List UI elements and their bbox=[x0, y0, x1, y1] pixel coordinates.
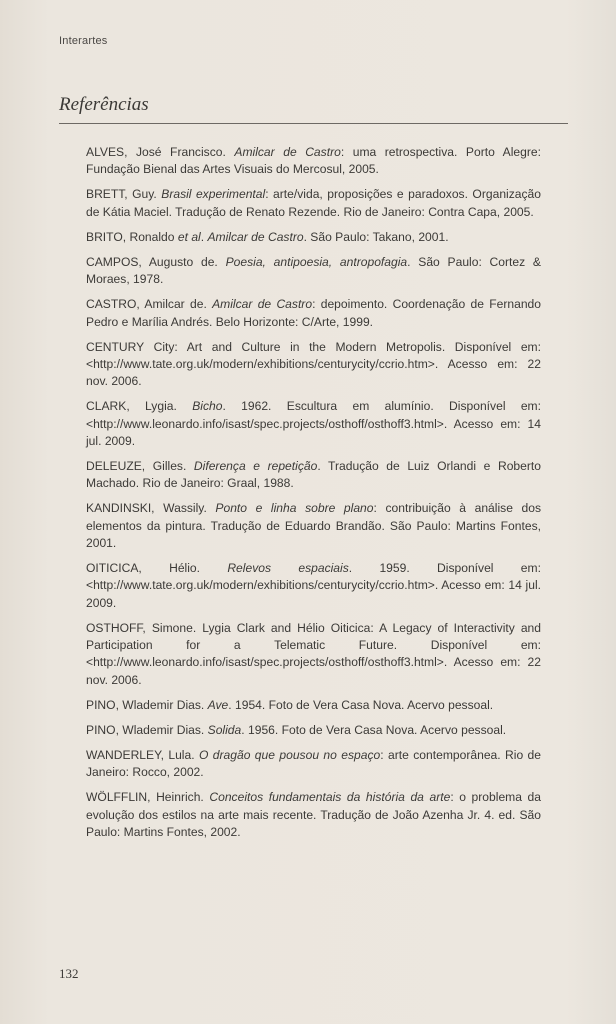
reference-title: Ponto e linha sobre plano bbox=[215, 501, 374, 516]
reference-list bbox=[86, 144, 541, 849]
running-head: Interartes bbox=[59, 35, 108, 47]
reference-entry bbox=[86, 500, 541, 552]
reference-text: WÖLFFLIN, Heinrich. bbox=[86, 790, 210, 805]
reference-entry bbox=[86, 722, 541, 739]
reference-title: Solida bbox=[207, 722, 242, 737]
reference-text: : o problema da evolução dos estilos na arte mais recente. Tradução de João Azenha Jr. 4. ed. São Paulo: Martins Fontes, 2002. bbox=[86, 790, 541, 839]
reference-text: OSTHOFF, Simone. Lygia Clark and Hélio Oiticica: A Legacy of Interactivity and Participation for a Telematic Future. Disponível em: <http://www.leonardo.info/isast/spec.projects/osthoff/osthoff3.html>. Acesso em: 22 nov. 2006. bbox=[86, 620, 541, 687]
reference-title: Amilcar de Castro bbox=[207, 229, 304, 244]
section-title: Referências bbox=[59, 94, 149, 115]
reference-title: Bicho bbox=[192, 399, 223, 414]
reference-title: Brasil experimental bbox=[161, 187, 266, 202]
reference-entry bbox=[86, 560, 541, 612]
reference-text: . 1956. Foto de Vera Casa Nova. Acervo pessoal. bbox=[241, 722, 507, 737]
reference-text: BRITO, Ronaldo bbox=[86, 229, 178, 244]
reference-title: Diferença e repetição bbox=[193, 459, 318, 474]
reference-text: . 1959. Disponível em: <http://www.tate.org.uk/modern/exhibitions/centurycity/ccrio.htm>. Acesso em: 14 jul. 2009. bbox=[86, 561, 541, 610]
reference-entry bbox=[86, 697, 541, 714]
reference-title: Conceitos fundamentais da história da arte bbox=[209, 790, 451, 805]
reference-entry bbox=[86, 229, 541, 246]
reference-text: WANDERLEY, Lula. bbox=[86, 747, 199, 762]
reference-text: . São Paulo: Takano, 2001. bbox=[303, 229, 449, 244]
reference-text: . bbox=[200, 229, 208, 244]
reference-title: Amilcar de Castro bbox=[234, 145, 341, 159]
reference-text: BRETT, Guy. bbox=[86, 187, 162, 202]
title-rule bbox=[59, 123, 568, 124]
reference-entry bbox=[86, 398, 541, 450]
reference-title: et al bbox=[177, 229, 201, 244]
reference-text: CASTRO, Amilcar de. bbox=[86, 297, 213, 312]
reference-text: CENTURY City: Art and Culture in the Modern Metropolis. Disponível em: <http://www.tate.org.uk/modern/exhibitions/centurycity/ccrio.htm>. Acesso em: 22 nov. 2006. bbox=[86, 339, 541, 389]
reference-text: : contribuição à análise dos elementos da pintura. Tradução de Eduardo Brandão. São Paulo: Martins Fontes, 2001. bbox=[86, 501, 542, 551]
reference-text: . Tradução de Luiz Orlandi e Roberto Machado. Rio de Janeiro: Graal, 1988. bbox=[86, 459, 541, 491]
reference-title: Relevos espaciais bbox=[227, 561, 349, 576]
reference-entry bbox=[86, 620, 541, 689]
reference-entry bbox=[86, 789, 541, 841]
reference-entry bbox=[86, 458, 541, 493]
reference-title: Amilcar de Castro bbox=[212, 297, 313, 312]
reference-text: . 1962. Escultura em alumínio. Disponível em: <http://www.leonardo.info/isast/spec.projects/osthoff/osthoff3.html>. Acesso em: 14 jul. 2009. bbox=[86, 399, 541, 448]
reference-text: . São Paulo: Cortez & Moraes, 1978. bbox=[86, 254, 541, 287]
reference-text: OITICICA, Hélio. bbox=[86, 561, 228, 576]
reference-title: Poesia, antipoesia, antropofagia bbox=[225, 254, 408, 269]
reference-entry bbox=[86, 747, 541, 782]
reference-entry bbox=[86, 339, 541, 391]
reference-text: DELEUZE, Gilles. bbox=[86, 459, 194, 474]
reference-text: CLARK, Lygia. bbox=[86, 399, 193, 414]
reference-entry bbox=[86, 186, 541, 221]
page-number: 132 bbox=[59, 966, 79, 981]
reference-entry bbox=[86, 254, 541, 289]
reference-text: . 1954. Foto de Vera Casa Nova. Acervo pessoal. bbox=[228, 697, 494, 712]
reference-text: : uma retrospectiva. Porto Alegre: Fundação Bienal das Artes Visuais do Mercosul, 2005. bbox=[86, 145, 541, 177]
reference-text: ALVES, José Francisco. bbox=[86, 145, 235, 159]
reference-text: : arte contemporânea. Rio de Janeiro: Rocco, 2002. bbox=[86, 747, 542, 780]
reference-entry bbox=[86, 144, 541, 179]
reference-text: KANDINSKI, Wassily. bbox=[86, 501, 216, 516]
reference-title: Ave bbox=[207, 697, 229, 712]
reference-text: PINO, Wlademir Dias. bbox=[86, 697, 208, 712]
reference-text: : arte/vida, proposições e paradoxos. Organização de Kátia Maciel. Tradução de Renato Rezende. Rio de Janeiro: Contra Capa, 2005. bbox=[86, 187, 541, 219]
reference-text: CAMPOS, Augusto de. bbox=[86, 254, 226, 269]
reference-entry bbox=[86, 296, 541, 331]
reference-title: O dragão que pousou no espaço bbox=[198, 747, 381, 762]
reference-text: PINO, Wlademir Dias. bbox=[86, 722, 208, 737]
reference-text: : depoimento. Coordenação de Fernando Pedro e Marília Andrés. Belo Horizonte: C/Arte, 1999. bbox=[86, 297, 542, 329]
